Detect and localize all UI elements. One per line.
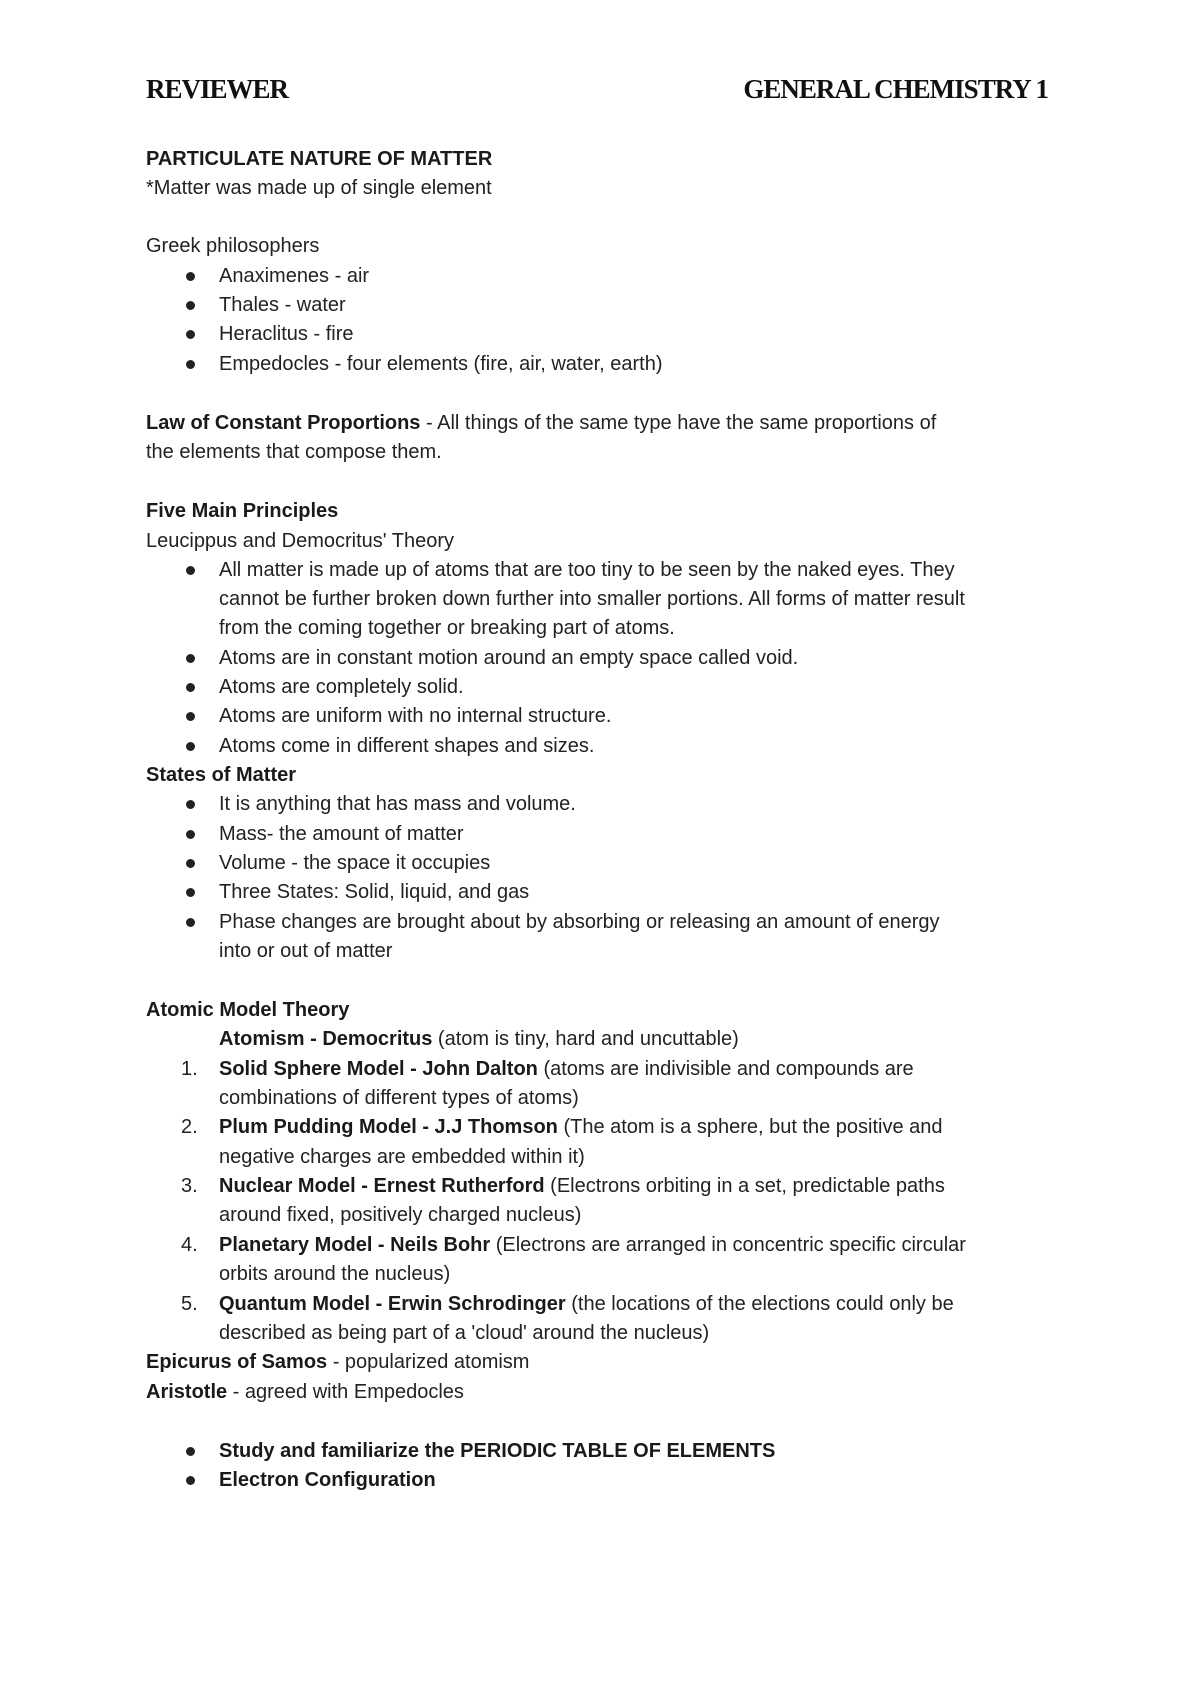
list-item: Atoms come in different shapes and sizes. [219, 732, 594, 762]
list-item: Study and familiarize the PERIODIC TABLE OF ELEMENTS [219, 1437, 775, 1467]
section-title-states: States of Matter [146, 764, 297, 786]
epicurus-line: Epicurus of Samos - popularized atomism [146, 1351, 530, 1373]
list-item-cont: cannot be further broken down further into smaller portions. All forms of matter result [219, 588, 965, 610]
matter-note: *Matter was made up of single element [146, 177, 492, 199]
bullet-icon [186, 683, 195, 692]
list-item: Volume - the space it occupies [219, 849, 490, 879]
bullet-icon [186, 272, 195, 281]
bullet-icon [186, 1447, 195, 1456]
page-header [146, 74, 1048, 114]
model-item-cont: described as being part of a 'cloud' around the nucleus) [219, 1322, 710, 1344]
bullet-icon [186, 301, 195, 310]
law-constant-proportions: Law of Constant Proportions - All things of the same type have the same proportions of [146, 412, 937, 434]
model-item: 4. Planetary Model - Neils Bohr (Electrons are arranged in concentric specific circular [181, 1234, 966, 1256]
list-item: Three States: Solid, liquid, and gas [219, 878, 529, 908]
section-title-five-principles: Five Main Principles [146, 500, 339, 522]
section-title-particulate: PARTICULATE NATURE OF MATTER [146, 148, 493, 170]
list-item: Heraclitus - fire [219, 320, 353, 350]
list-item: Phase changes are brought about by absorbing or releasing an amount of energy [219, 908, 940, 938]
list-item-cont: from the coming together or breaking part of atoms. [219, 617, 675, 639]
list-item: All matter is made up of atoms that are too tiny to be seen by the naked eyes. They [219, 556, 955, 586]
model-item: 5. Quantum Model - Erwin Schrodinger (the locations of the elections could only be [181, 1293, 954, 1315]
list-item: Atoms are completely solid. [219, 673, 464, 703]
aristotle-line: Aristotle - agreed with Empedocles [146, 1381, 464, 1403]
model-item: 3. Nuclear Model - Ernest Rutherford (Electrons orbiting in a set, predictable paths [181, 1175, 945, 1197]
bullet-icon [186, 566, 195, 575]
list-item-cont: into or out of matter [219, 940, 393, 962]
atomism-intro: Atomism - Democritus (atom is tiny, hard and uncuttable) [219, 1028, 739, 1050]
model-item-cont: around fixed, positively charged nucleus) [219, 1204, 582, 1226]
greek-philosophers-heading: Greek philosophers [146, 235, 320, 257]
bullet-icon [186, 360, 195, 369]
list-item: Anaximenes - air [219, 262, 369, 292]
list-item: Electron Configuration [219, 1466, 436, 1496]
list-item: It is anything that has mass and volume. [219, 790, 576, 820]
model-item-cont: negative charges are embedded within it) [219, 1146, 585, 1168]
list-item: Atoms are uniform with no internal structure. [219, 702, 611, 732]
bullet-icon [186, 918, 195, 927]
bullet-icon [186, 1476, 195, 1485]
theory-subtitle: Leucippus and Democritus' Theory [146, 530, 455, 552]
model-item-cont: orbits around the nucleus) [219, 1263, 451, 1285]
bullet-icon [186, 330, 195, 339]
bullet-icon [186, 830, 195, 839]
bullet-icon [186, 800, 195, 809]
model-item: 1. Solid Sphere Model - John Dalton (atoms are indivisible and compounds are [181, 1058, 914, 1080]
list-item: Empedocles - four elements (fire, air, water, earth) [219, 350, 663, 380]
list-item: Atoms are in constant motion around an empty space called void. [219, 644, 798, 674]
law-constant-proportions-cont: the elements that compose them. [146, 441, 442, 463]
bullet-icon [186, 859, 195, 868]
bullet-icon [186, 654, 195, 663]
header-left: REVIEWER [146, 74, 289, 104]
bullet-icon [186, 742, 195, 751]
section-title-atomic-model: Atomic Model Theory [146, 999, 350, 1021]
model-item-cont: combinations of different types of atoms) [219, 1087, 579, 1109]
list-item: Mass- the amount of matter [219, 820, 464, 850]
bullet-icon [186, 888, 195, 897]
bullet-icon [186, 712, 195, 721]
model-item: 2. Plum Pudding Model - J.J Thomson (The atom is a sphere, but the positive and [181, 1116, 943, 1138]
header-right: GENERAL CHEMISTRY 1 [743, 74, 1048, 104]
list-item: Thales - water [219, 291, 346, 321]
